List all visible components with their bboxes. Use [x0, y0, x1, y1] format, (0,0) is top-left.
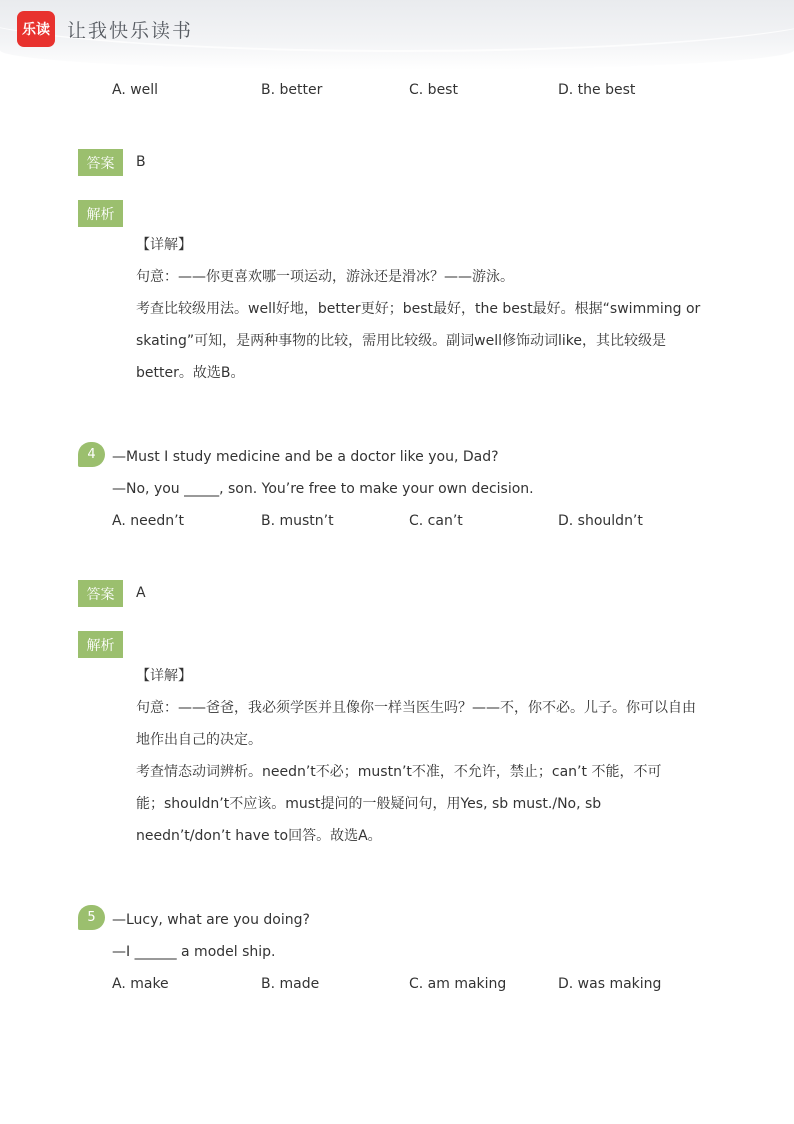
- q3-analysis-line: 考查比较级用法。well好地，better更好；best最好，the best最好。根据“swimming or: [136, 301, 701, 317]
- q3-analysis-tag: 解析: [78, 200, 123, 227]
- q4-answer-tag: 答案: [78, 580, 123, 607]
- q5-stem-line: —I ______ a model ship.: [112, 944, 276, 960]
- q4-option-b: B. mustn’t: [261, 513, 334, 529]
- q4-analysis-line: 句意：——爸爸，我必须学医并且像你一样当医生吗？——不，你不必。儿子。你可以自由: [136, 700, 696, 716]
- q5-option-d: D. was making: [558, 976, 662, 992]
- q4-analysis-heading: 【详解】: [136, 668, 192, 684]
- q4-analysis-tag: 解析: [78, 631, 123, 658]
- q4-analysis-line: 能；shouldn’t不应该。must提问的一般疑问句，用Yes, sb must./No, sb: [136, 796, 602, 812]
- q3-option-d: D. the best: [558, 82, 636, 98]
- q4-answer: A: [136, 585, 146, 601]
- q5-stem-line: —Lucy, what are you doing?: [112, 912, 310, 928]
- q4-number-badge: 4: [78, 442, 105, 467]
- q5-option-c: C. am making: [409, 976, 507, 992]
- q3-option-b: B. better: [261, 82, 323, 98]
- q4-stem-line: —Must I study medicine and be a doctor like you, Dad?: [112, 449, 499, 465]
- q3-answer-tag: 答案: [78, 149, 123, 176]
- q5-option-b: B. made: [261, 976, 320, 992]
- q4-analysis-line: needn’t/don’t have to回答。故选A。: [136, 828, 382, 844]
- brand-logo: 乐读: [17, 11, 55, 47]
- q3-option-c: C. best: [409, 82, 458, 98]
- q4-option-a: A. needn’t: [112, 513, 185, 529]
- q4-option-c: C. can’t: [409, 513, 463, 529]
- q3-answer: B: [136, 154, 146, 170]
- q3-analysis-line: 句意：——你更喜欢哪一项运动，游泳还是滑冰？——游泳。: [136, 269, 514, 285]
- q5-number-badge: 5: [78, 905, 105, 930]
- q3-analysis-heading: 【详解】: [136, 237, 192, 253]
- q3-option-a: A. well: [112, 82, 159, 98]
- q3-analysis-line: better。故选B。: [136, 365, 245, 381]
- q4-analysis-line: 考查情态动词辨析。needn’t不必；mustn’t不准，不允许，禁止；can’t 不能，不可: [136, 764, 662, 780]
- q4-stem-line: —No, you _____, son. You’re free to make your own decision.: [112, 481, 534, 497]
- q3-analysis-line: skating”可知，是两种事物的比较，需用比较级。副词well修饰动词like，其比较级是: [136, 333, 666, 349]
- q4-option-d: D. shouldn’t: [558, 513, 643, 529]
- q4-analysis-line: 地作出自己的决定。: [136, 732, 262, 748]
- brand-slogan: 让我快乐读书: [67, 20, 194, 42]
- q5-option-a: A. make: [112, 976, 169, 992]
